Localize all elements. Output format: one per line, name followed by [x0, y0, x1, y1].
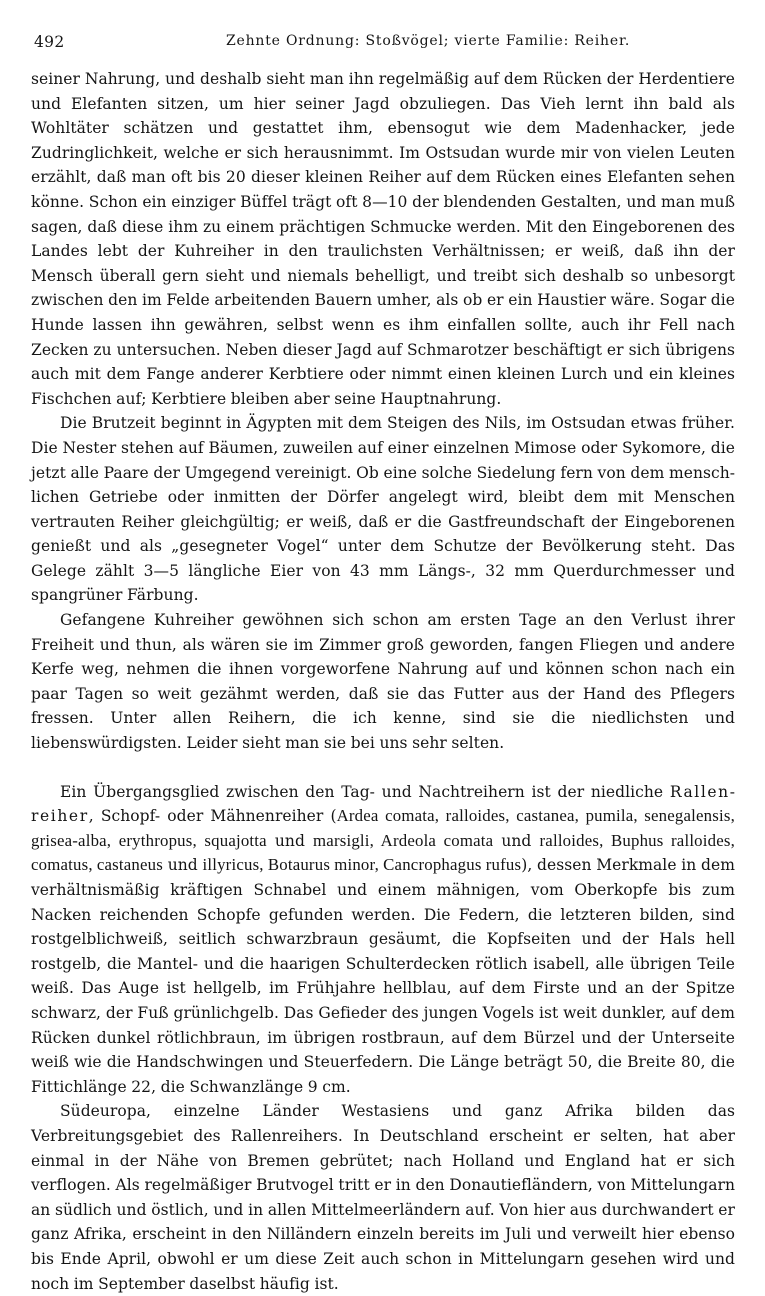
- p4-text-b: , Schopf- oder Mähnenreiher (: [88, 807, 337, 826]
- p4-text-d: und: [493, 831, 540, 850]
- latin-synonyms-1: Ardea comata, ralloides, castanea, pumila, senegalensis, grisea-alba, erythropus, squajotta: [31, 806, 735, 850]
- latin-synonyms-4: illyricus, Botaurus minor, Cancrophagus rufus: [202, 855, 522, 875]
- running-head: Zehnte Ordnung: Stoßvögel; vierte Familie: Reiher.: [226, 33, 631, 49]
- page-number: 492: [34, 33, 65, 51]
- p4-text-c: und: [266, 831, 314, 850]
- latin-synonyms-2: marsigli, Ardeola comata: [313, 830, 494, 850]
- body-text: [31, 67, 735, 1296]
- paragraph-3: Gefangene Kuhreiher gewöhnen sich schon am ersten Tage an den Verlust ihrer Freiheit und thun, als wären sie im Zimmer groß geworden, fangen Fliegen und andere Kerfe weg, nehmen die ihnen vorgeworfene Nahrung auf und können schon nach ein paar Tagen so weit gezähmt werden, daß sie das Futter aus der Hand des Pflegers fressen. Unter allen Reihern, die ich kenne, sind sie die niedlichsten und liebenswürdigsten. Leider sieht man sie bei uns sehr selten.: [31, 611, 735, 753]
- paragraph-5: Südeuropa, einzelne Länder Westasiens und ganz Afrika bilden das Verbreitungsgebiet des Rallenreihers. In Deutschland erscheint er selten, hat aber einmal in der Nähe von Bremen gebrütet; nach Holland und England hat er sich verflogen. Als regelmäßiger Brutvogel tritt er in den Donautiefländern, von Mittelungarn an südlich und östlich, und in allen Mittelmeerländern auf. Von hier aus durchwandert er ganz Afrika, erscheint in den Nilländern einzeln bereits im Juli und verweilt hier ebenso bis Ende April, obwohl er um diese Zeit auch schon in Mittelungarn gesehen wird und noch im September daselbst häufig ist.: [31, 1102, 735, 1293]
- page-header: [31, 33, 735, 59]
- p4-text-a: Ein Übergangsglied zwischen den Tag- und Nachtreihern ist der niedliche: [60, 782, 670, 801]
- species-name: Rallenreiher: [31, 782, 735, 826]
- section-divider-space: [31, 756, 735, 780]
- latin-synonyms-3: ralloides, Buphus ralloides, comatus, castaneus: [31, 830, 736, 875]
- p4-text-f: ), dessen Merkmale in dem verhältnismäßig kräftigen Schnabel und einem mähnigen, vom Oberkopfe bis zum Nacken reichenden Schopfe gefunden werden. Die Federn, die letzteren bilden, sind rostgelblichweiß, seitlich schwarzbraun gesäumt, die Kopfseiten und der Hals hell rostgelb, die Mantel- und die haarigen Schulterdecken rötlich isabell, alle übrigen Teile weiß. Das Auge ist hellgelb, im Frühjahre hellblau, auf dem Firste und an der Spitze schwarz, der Fuß grünlichgelb. Das Gefieder des jungen Vogels ist weit dunkler, auf dem Rücken dunkel rötlichbraun, im übrigen rostbraun, auf dem Bürzel und der Unterseite weiß wie die Handschwingen und Steuerfedern. Die Länge beträgt 50, die Breite 80, die Fittichlänge 22, die Schwanzlänge 9 cm.: [31, 856, 735, 1096]
- paragraph-2: Die Brutzeit beginnt in Ägypten mit dem Steigen des Nils, im Ostsudan etwas früher. Die Nester stehen auf Bäumen, zuweilen auf einer einzelnen Mimose oder Sykomore, die jetzt alle Paare der Umgegend vereinigt. Ob eine solche Siedelung fern von dem menschlichen Getriebe oder inmitten der Dörfer angelegt wird, bleibt dem mit Menschen vertrauten Reiher gleichgültig; er weiß, daß er die Gastfreundschaft der Eingeborenen genießt und als „gesegneter Vogel“ unter dem Schutze der Bevölkerung steht. Das Gelege zählt 3—5 längliche Eier von 43 mm Längs-, 32 mm Querdurchmesser und spangrüner Färbung.: [31, 414, 735, 605]
- paragraph-1: seiner Nahrung, und deshalb sieht man ihn regelmäßig auf dem Rücken der Herdentiere und Elefanten sitzen, um hier seiner Jagd obzuliegen. Das Vieh lernt ihn bald als Wohltäter schätzen und gestattet ihm, ebensogut wie dem Madenhacker, jede Zudringlichkeit, welche er sich herausnimmt. Im Ostsudan wurde mir von vielen Leuten erzählt, daß man oft bis 20 dieser kleinen Reiher auf dem Rücken eines Elefanten sehen könne. Schon ein einziger Büffel trägt oft 8—10 der blendenden Gestalten, und man muß sagen, daß diese ihm zu einem prächtigen Schmucke werden. Mit den Eingeborenen des Landes lebt der Kuhreiher in den traulichsten Verhältnissen; er weiß, daß ihn der Mensch überall gern sieht und niemals behelligt, und treibt sich deshalb so unbesorgt zwischen den im Felde arbeitenden Bauern umher, als ob er ein Haustier wäre. Sogar die Hunde lassen ihn gewähren, selbst wenn es ihm einfallen sollte, auch ihr Fell nach Zecken zu untersuchen. Neben dieser Jagd auf Schmarotzer beschäftigt er sich übrigens auch mit dem Fange anderer Kerbtiere oder nimmt einen kleinen Lurch und ein kleines Fischchen auf; Kerbtiere bleiben aber seine Hauptnahrung.: [31, 70, 735, 408]
- p4-text-e: und: [162, 856, 203, 875]
- paragraph-4: [31, 780, 735, 1100]
